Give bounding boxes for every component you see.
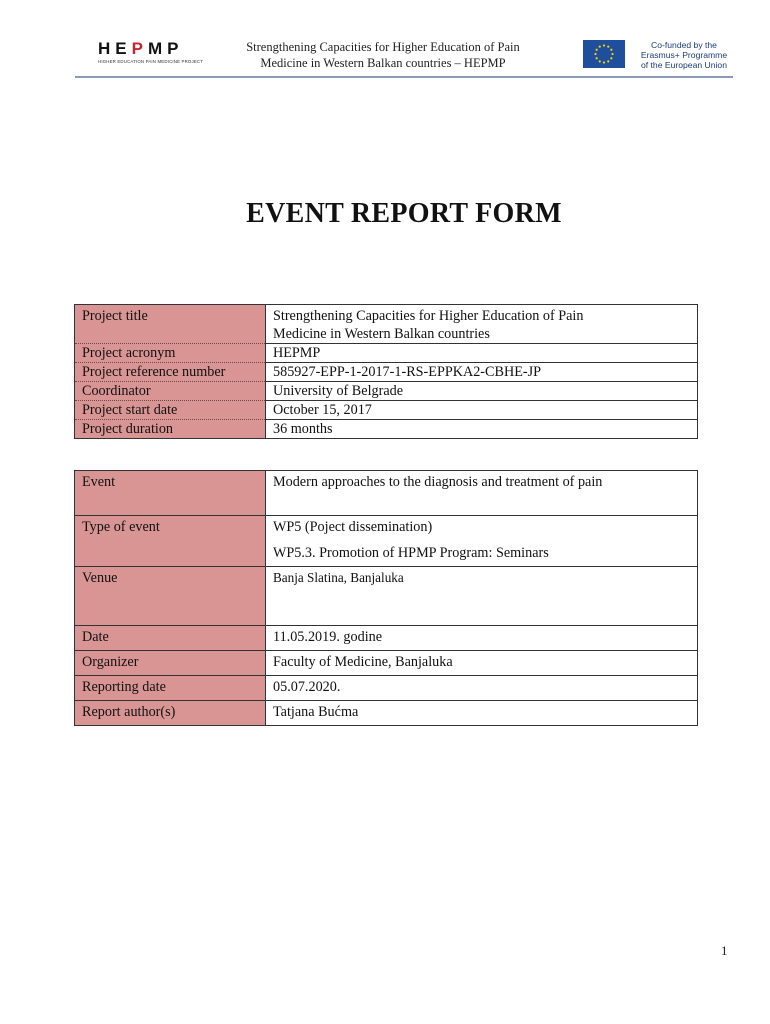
- logo-subtitle: HIGHER EDUCATION PAIN MEDICINE PROJECT: [98, 59, 204, 64]
- row-label: Organizer: [75, 651, 266, 676]
- page-header: [0, 0, 770, 80]
- logo-wordmark: HEPMP: [98, 39, 184, 58]
- row-value: 11.05.2019. godine: [266, 626, 698, 651]
- eu-flag-icon: [583, 40, 625, 68]
- table-row: [75, 516, 698, 567]
- row-value: [266, 516, 698, 567]
- table-row: [75, 567, 698, 626]
- table-row: [75, 344, 698, 363]
- value-line: WP5 (Poject dissemination): [273, 519, 433, 535]
- row-label: Coordinator: [75, 382, 266, 401]
- page-title: EVENT REPORT FORM: [246, 198, 562, 229]
- row-value: [266, 305, 698, 344]
- row-value: HEPMP: [266, 344, 698, 363]
- row-value: Tatjana Bućma: [266, 701, 698, 726]
- table-row: [75, 676, 698, 701]
- row-value: October 15, 2017: [266, 401, 698, 420]
- event-info-table: [74, 470, 698, 726]
- table-row: [75, 420, 698, 439]
- row-value: Banja Slatina, Banjaluka: [266, 567, 698, 626]
- table-row: [75, 626, 698, 651]
- hepmp-logo: [98, 40, 208, 64]
- row-label: Report author(s): [75, 701, 266, 726]
- row-value: 585927-EPP-1-2017-1-RS-EPPKA2-CBHE-JP: [266, 363, 698, 382]
- header-divider: [75, 76, 733, 78]
- row-label: Project reference number: [75, 363, 266, 382]
- table-row: [75, 382, 698, 401]
- table-row: [75, 401, 698, 420]
- eu-line-2: Erasmus+ Programme: [640, 50, 728, 60]
- eu-cofunding-text: [629, 40, 739, 70]
- header-line-1: Strengthening Capacities for Higher Education of Pain: [246, 40, 520, 54]
- table-row: [75, 305, 698, 344]
- eu-line-1: Co-funded by the: [651, 40, 717, 50]
- header-project-name: [222, 39, 544, 71]
- row-label: Event: [75, 471, 266, 516]
- row-value: Faculty of Medicine, Banjaluka: [266, 651, 698, 676]
- page-number: 1: [721, 943, 728, 958]
- project-info-table: [74, 304, 698, 439]
- table-row: [75, 701, 698, 726]
- eu-line-3: of the European Union: [640, 60, 727, 70]
- row-label: Reporting date: [75, 676, 266, 701]
- table-row: [75, 651, 698, 676]
- row-value: University of Belgrade: [266, 382, 698, 401]
- row-value: Modern approaches to the diagnosis and treatment of pain: [266, 471, 698, 516]
- row-label: Project duration: [75, 420, 266, 439]
- row-label: Venue: [75, 567, 266, 626]
- value-line: Medicine in Western Balkan countries: [273, 326, 490, 342]
- row-label: Project title: [75, 305, 266, 344]
- header-line-2: Medicine in Western Balkan countries – HEPMP: [260, 56, 506, 70]
- row-value: 36 months: [266, 420, 698, 439]
- table-row: [75, 363, 698, 382]
- row-label: Type of event: [75, 516, 266, 567]
- value-line: WP5.3. Promotion of HPMP Program: Seminars: [273, 545, 549, 561]
- value-line: Strengthening Capacities for Higher Education of Pain: [273, 308, 584, 324]
- row-label: Date: [75, 626, 266, 651]
- row-value: 05.07.2020.: [266, 676, 698, 701]
- row-label: Project acronym: [75, 344, 266, 363]
- table-row: [75, 471, 698, 516]
- row-label: Project start date: [75, 401, 266, 420]
